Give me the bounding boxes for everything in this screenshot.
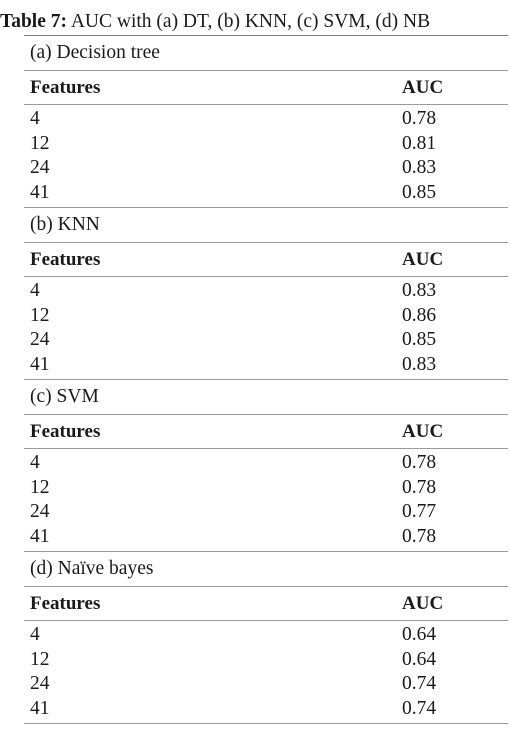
cell-auc: 0.81 <box>402 132 437 154</box>
cell-features: 12 <box>30 304 50 326</box>
caption-text: AUC with (a) DT, (b) KNN, (c) SVM, (d) NB <box>70 11 431 32</box>
header-row <box>24 587 508 620</box>
header-auc: AUC <box>402 77 444 98</box>
header-row <box>24 71 508 104</box>
data-block <box>24 621 508 723</box>
cell-features: 4 <box>30 280 40 301</box>
cell-auc: 0.78 <box>402 108 437 129</box>
section-title: (d) Naïve bayes <box>30 558 154 579</box>
header-auc: AUC <box>402 421 444 442</box>
cell-features: 4 <box>30 108 40 129</box>
cell-features: 41 <box>30 353 50 375</box>
section-title: (a) Decision tree <box>30 42 160 63</box>
cell-auc: 0.78 <box>402 476 437 498</box>
cell-auc: 0.85 <box>402 181 437 203</box>
table-row <box>24 623 508 648</box>
table-row <box>24 156 508 181</box>
table-row <box>24 648 508 673</box>
data-block <box>24 277 508 379</box>
cell-features: 41 <box>30 697 50 719</box>
table-row <box>24 107 508 132</box>
table-row <box>24 476 508 501</box>
data-block <box>24 449 508 551</box>
cell-auc: 0.64 <box>402 648 437 670</box>
section-title: (b) KNN <box>30 214 100 235</box>
header-auc: AUC <box>402 249 444 270</box>
caption-label: Table 7: <box>0 11 68 32</box>
cell-auc: 0.85 <box>402 329 437 350</box>
section-end-rule <box>24 207 508 208</box>
table-row <box>24 304 508 329</box>
header-features: Features <box>30 421 101 442</box>
cell-auc: 0.83 <box>402 280 437 301</box>
cell-auc: 0.83 <box>402 353 437 375</box>
cell-features: 41 <box>30 525 50 547</box>
table-row <box>24 132 508 157</box>
cell-auc: 0.74 <box>402 697 437 719</box>
cell-auc: 0.86 <box>402 304 437 326</box>
table-row <box>24 279 508 304</box>
cell-features: 24 <box>30 673 50 694</box>
table-caption <box>0 10 510 34</box>
table-section <box>24 209 508 380</box>
cell-auc: 0.64 <box>402 624 437 645</box>
cell-features: 12 <box>30 648 50 670</box>
section-title: (c) SVM <box>30 386 99 407</box>
cell-features: 12 <box>30 476 50 498</box>
cell-features: 24 <box>30 157 50 178</box>
table-section <box>24 37 508 208</box>
cell-features: 24 <box>30 329 50 350</box>
table-section <box>24 553 508 724</box>
cell-features: 41 <box>30 181 50 203</box>
header-auc: AUC <box>402 593 444 614</box>
table-row <box>24 697 508 722</box>
auc-table <box>24 35 508 724</box>
cell-features: 12 <box>30 132 50 154</box>
cell-auc: 0.78 <box>402 452 437 473</box>
header-features: Features <box>30 77 101 98</box>
table-row <box>24 328 508 353</box>
rule-top <box>24 35 508 36</box>
cell-features: 24 <box>30 501 50 522</box>
cell-auc: 0.83 <box>402 157 437 178</box>
cell-auc: 0.78 <box>402 525 437 547</box>
cell-auc: 0.77 <box>402 501 437 522</box>
section-end-rule <box>24 723 508 724</box>
table-row <box>24 672 508 697</box>
header-features: Features <box>30 593 101 614</box>
table-row <box>24 353 508 378</box>
header-features: Features <box>30 249 101 270</box>
data-block <box>24 105 508 207</box>
table-row <box>24 500 508 525</box>
section-end-rule <box>24 551 508 552</box>
cell-features: 4 <box>30 452 40 473</box>
table-row <box>24 525 508 550</box>
cell-auc: 0.74 <box>402 673 437 694</box>
table-section <box>24 381 508 552</box>
table-row <box>24 181 508 206</box>
header-row <box>24 243 508 276</box>
section-end-rule <box>24 379 508 380</box>
table-row <box>24 451 508 476</box>
cell-features: 4 <box>30 624 40 645</box>
header-row <box>24 415 508 448</box>
